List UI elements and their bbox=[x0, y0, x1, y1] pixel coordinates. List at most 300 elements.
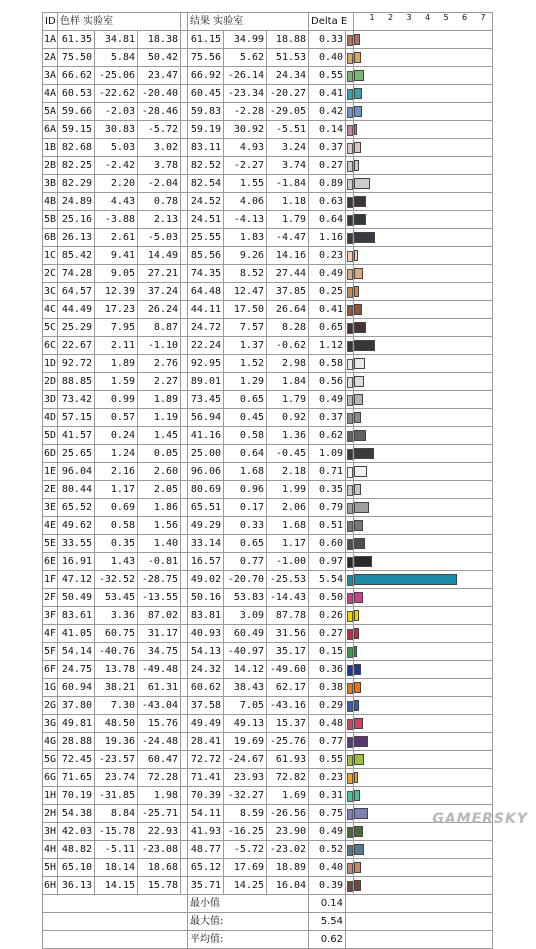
result-b: 61.93 bbox=[267, 751, 309, 769]
delta-e-value: 0.26 bbox=[309, 607, 346, 625]
color-swatch bbox=[346, 427, 354, 445]
result-l: 44.11 bbox=[188, 301, 224, 319]
sample-a: 1.24 bbox=[95, 445, 138, 463]
delta-e-value: 0.14 bbox=[309, 121, 346, 139]
table-row bbox=[43, 67, 493, 85]
patch-id: 1E bbox=[43, 463, 58, 481]
result-b: -25.76 bbox=[267, 733, 309, 751]
delta-e-bar-cell bbox=[354, 733, 493, 751]
sample-a: -2.42 bbox=[95, 157, 138, 175]
sample-l: 82.68 bbox=[58, 139, 95, 157]
delta-e-value: 1.09 bbox=[309, 445, 346, 463]
result-l: 80.69 bbox=[188, 481, 224, 499]
delta-e-value: 0.42 bbox=[309, 103, 346, 121]
delta-e-bar-cell bbox=[354, 445, 493, 463]
sample-b: 1.98 bbox=[138, 787, 181, 805]
sample-a: 5.03 bbox=[95, 139, 138, 157]
sample-l: 26.13 bbox=[58, 229, 95, 247]
table-row bbox=[43, 193, 493, 211]
spacer-cell bbox=[181, 625, 188, 643]
sample-a: 2.16 bbox=[95, 463, 138, 481]
swatch-chip bbox=[347, 359, 353, 370]
swatch-chip bbox=[347, 197, 353, 208]
delta-e-value: 0.56 bbox=[309, 373, 346, 391]
sample-l: 33.55 bbox=[58, 535, 95, 553]
result-a: 1.29 bbox=[224, 373, 267, 391]
result-l: 50.16 bbox=[188, 589, 224, 607]
result-a: 5.62 bbox=[224, 49, 267, 67]
result-a: 0.96 bbox=[224, 481, 267, 499]
result-a: 1.55 bbox=[224, 175, 267, 193]
sample-b: 34.75 bbox=[138, 643, 181, 661]
result-l: 60.62 bbox=[188, 679, 224, 697]
swatch-chip bbox=[347, 323, 353, 334]
axis-tick-label: 6 bbox=[462, 13, 468, 22]
sample-l: 48.82 bbox=[58, 841, 95, 859]
delta-e-value: 0.49 bbox=[309, 391, 346, 409]
sample-a: 9.05 bbox=[95, 265, 138, 283]
patch-id: 4B bbox=[43, 193, 58, 211]
result-a: -23.34 bbox=[224, 85, 267, 103]
delta-e-value: 0.33 bbox=[309, 31, 346, 49]
delta-e-bar bbox=[354, 430, 365, 441]
delta-e-bar bbox=[354, 700, 359, 711]
patch-id: 5G bbox=[43, 751, 58, 769]
delta-e-bar-cell bbox=[354, 463, 493, 481]
sample-a: 1.17 bbox=[95, 481, 138, 499]
delta-e-bar-cell bbox=[354, 607, 493, 625]
spacer-cell bbox=[181, 427, 188, 445]
color-swatch bbox=[346, 121, 354, 139]
sample-a: 14.15 bbox=[95, 877, 138, 895]
patch-id: 1H bbox=[43, 787, 58, 805]
swatch-chip bbox=[347, 845, 353, 856]
result-l: 41.93 bbox=[188, 823, 224, 841]
delta-e-bar bbox=[354, 736, 368, 747]
sample-a: 4.43 bbox=[95, 193, 138, 211]
patch-id: 4C bbox=[43, 301, 58, 319]
color-swatch bbox=[346, 733, 354, 751]
sample-b: -23.08 bbox=[138, 841, 181, 859]
table-row bbox=[43, 877, 493, 895]
delta-e-bar-cell bbox=[354, 157, 493, 175]
table-row bbox=[43, 103, 493, 121]
sample-l: 75.50 bbox=[58, 49, 95, 67]
swatch-chip bbox=[347, 269, 353, 280]
result-l: 49.29 bbox=[188, 517, 224, 535]
delta-e-bar bbox=[354, 250, 358, 261]
result-a: 12.47 bbox=[224, 283, 267, 301]
result-a: 0.33 bbox=[224, 517, 267, 535]
table-row bbox=[43, 643, 493, 661]
spacer-cell bbox=[181, 193, 188, 211]
table-row bbox=[43, 283, 493, 301]
color-swatch bbox=[346, 859, 354, 877]
delta-e-value: 0.62 bbox=[309, 427, 346, 445]
color-swatch bbox=[346, 247, 354, 265]
sample-b: 23.47 bbox=[138, 67, 181, 85]
sample-a: 13.78 bbox=[95, 661, 138, 679]
color-swatch bbox=[346, 877, 354, 895]
delta-e-value: 0.49 bbox=[309, 265, 346, 283]
swatch-chip bbox=[347, 629, 353, 640]
swatch-chip bbox=[347, 179, 353, 190]
sample-a: -2.03 bbox=[95, 103, 138, 121]
spacer-cell bbox=[181, 175, 188, 193]
patch-id: 5A bbox=[43, 103, 58, 121]
color-swatch bbox=[346, 751, 354, 769]
spacer-cell bbox=[181, 823, 188, 841]
axis-tick-label: 7 bbox=[480, 13, 486, 22]
summary-value: 5.54 bbox=[309, 913, 346, 931]
delta-e-value: 0.27 bbox=[309, 157, 346, 175]
patch-id: 5F bbox=[43, 643, 58, 661]
result-l: 37.58 bbox=[188, 697, 224, 715]
result-l: 82.54 bbox=[188, 175, 224, 193]
spacer-cell bbox=[181, 283, 188, 301]
sample-a: -5.11 bbox=[95, 841, 138, 859]
result-l: 83.81 bbox=[188, 607, 224, 625]
header-result: 结果 实验室 bbox=[188, 13, 309, 31]
delta-e-value: 0.64 bbox=[309, 211, 346, 229]
delta-e-bar bbox=[354, 556, 372, 567]
table-row bbox=[43, 787, 493, 805]
result-l: 60.45 bbox=[188, 85, 224, 103]
sample-a: 34.81 bbox=[95, 31, 138, 49]
delta-e-value: 0.60 bbox=[309, 535, 346, 553]
delta-e-value: 0.40 bbox=[309, 859, 346, 877]
sample-b: -28.46 bbox=[138, 103, 181, 121]
sample-a: 0.24 bbox=[95, 427, 138, 445]
sample-b: 3.02 bbox=[138, 139, 181, 157]
result-b: 0.92 bbox=[267, 409, 309, 427]
result-l: 24.72 bbox=[188, 319, 224, 337]
patch-id: 2D bbox=[43, 373, 58, 391]
swatch-chip bbox=[347, 251, 353, 262]
spacer-cell bbox=[181, 715, 188, 733]
axis-tick-label: 2 bbox=[388, 13, 394, 22]
sample-l: 57.15 bbox=[58, 409, 95, 427]
result-b: 1.18 bbox=[267, 193, 309, 211]
sample-l: 85.42 bbox=[58, 247, 95, 265]
axis-tick-label: 1 bbox=[369, 13, 375, 22]
table-row bbox=[43, 391, 493, 409]
patch-id: 6B bbox=[43, 229, 58, 247]
spacer-cell bbox=[181, 499, 188, 517]
sample-b: 61.31 bbox=[138, 679, 181, 697]
spacer-cell bbox=[181, 247, 188, 265]
result-l: 59.83 bbox=[188, 103, 224, 121]
sample-a: 7.95 bbox=[95, 319, 138, 337]
delta-e-bar bbox=[354, 772, 358, 783]
result-b: 14.16 bbox=[267, 247, 309, 265]
spacer-cell bbox=[181, 85, 188, 103]
delta-e-value: 0.35 bbox=[309, 481, 346, 499]
result-a: 0.64 bbox=[224, 445, 267, 463]
delta-e-bar-cell bbox=[354, 661, 493, 679]
sample-l: 82.29 bbox=[58, 175, 95, 193]
sample-b: 22.93 bbox=[138, 823, 181, 841]
color-swatch bbox=[346, 625, 354, 643]
table-row bbox=[43, 805, 493, 823]
swatch-chip bbox=[347, 233, 353, 244]
result-b: 72.82 bbox=[267, 769, 309, 787]
result-b: 24.34 bbox=[267, 67, 309, 85]
color-swatch bbox=[346, 517, 354, 535]
delta-e-bar-cell bbox=[354, 643, 493, 661]
delta-e-value: 0.48 bbox=[309, 715, 346, 733]
result-l: 73.45 bbox=[188, 391, 224, 409]
sample-b: 27.21 bbox=[138, 265, 181, 283]
table-row bbox=[43, 823, 493, 841]
delta-e-bar bbox=[354, 682, 361, 693]
delta-e-bar bbox=[354, 286, 359, 297]
result-b: -43.16 bbox=[267, 697, 309, 715]
result-b: 2.06 bbox=[267, 499, 309, 517]
patch-id: 3E bbox=[43, 499, 58, 517]
spacer-cell bbox=[181, 103, 188, 121]
swatch-chip bbox=[347, 647, 353, 658]
delta-e-value: 0.40 bbox=[309, 49, 346, 67]
swatch-chip bbox=[347, 125, 353, 136]
sample-b: 2.76 bbox=[138, 355, 181, 373]
color-swatch bbox=[346, 355, 354, 373]
result-l: 22.24 bbox=[188, 337, 224, 355]
table-row bbox=[43, 355, 493, 373]
delta-e-bar-cell bbox=[354, 859, 493, 877]
delta-e-value: 0.23 bbox=[309, 247, 346, 265]
color-swatch bbox=[346, 103, 354, 121]
axis-tick-label: 4 bbox=[425, 13, 431, 22]
patch-id: 5C bbox=[43, 319, 58, 337]
delta-e-bar-cell bbox=[354, 265, 493, 283]
result-a: 7.57 bbox=[224, 319, 267, 337]
sample-l: 24.75 bbox=[58, 661, 95, 679]
result-l: 25.55 bbox=[188, 229, 224, 247]
table-row bbox=[43, 337, 493, 355]
result-l: 89.01 bbox=[188, 373, 224, 391]
table-row bbox=[43, 535, 493, 553]
sample-a: 2.11 bbox=[95, 337, 138, 355]
result-l: 71.41 bbox=[188, 769, 224, 787]
result-a: -5.72 bbox=[224, 841, 267, 859]
patch-id: 1G bbox=[43, 679, 58, 697]
swatch-chip bbox=[347, 467, 353, 478]
delta-e-bar-cell bbox=[354, 49, 493, 67]
sample-b: 18.68 bbox=[138, 859, 181, 877]
result-b: 31.56 bbox=[267, 625, 309, 643]
delta-e-bar bbox=[354, 340, 375, 351]
delta-e-bar bbox=[354, 520, 363, 531]
result-b: -4.47 bbox=[267, 229, 309, 247]
sample-b: 72.28 bbox=[138, 769, 181, 787]
sample-a: 9.41 bbox=[95, 247, 138, 265]
delta-e-bar-cell bbox=[354, 391, 493, 409]
delta-e-bar bbox=[354, 88, 362, 99]
sample-b: 1.89 bbox=[138, 391, 181, 409]
result-a: 53.83 bbox=[224, 589, 267, 607]
spacer-cell bbox=[181, 463, 188, 481]
result-a: 60.49 bbox=[224, 625, 267, 643]
sample-l: 83.61 bbox=[58, 607, 95, 625]
delta-e-value: 0.36 bbox=[309, 661, 346, 679]
delta-e-bar bbox=[354, 394, 363, 405]
swatch-chip bbox=[347, 791, 353, 802]
delta-e-value: 0.27 bbox=[309, 625, 346, 643]
result-l: 33.14 bbox=[188, 535, 224, 553]
swatch-chip bbox=[347, 377, 353, 388]
swatch-chip bbox=[347, 107, 353, 118]
result-a: 0.17 bbox=[224, 499, 267, 517]
sample-l: 65.52 bbox=[58, 499, 95, 517]
swatch-chip bbox=[347, 809, 353, 820]
result-b: 18.89 bbox=[267, 859, 309, 877]
sample-l: 36.13 bbox=[58, 877, 95, 895]
result-b: -26.56 bbox=[267, 805, 309, 823]
delta-e-bar bbox=[354, 646, 357, 657]
result-a: 0.65 bbox=[224, 535, 267, 553]
spacer-cell bbox=[181, 67, 188, 85]
color-swatch bbox=[346, 373, 354, 391]
table-row bbox=[43, 175, 493, 193]
color-swatch bbox=[346, 481, 354, 499]
sample-l: 59.66 bbox=[58, 103, 95, 121]
sample-a: 1.59 bbox=[95, 373, 138, 391]
delta-e-bar-cell bbox=[354, 247, 493, 265]
sample-a: 12.39 bbox=[95, 283, 138, 301]
result-a: -16.25 bbox=[224, 823, 267, 841]
sample-l: 66.62 bbox=[58, 67, 95, 85]
table-row bbox=[43, 157, 493, 175]
sample-b: -5.03 bbox=[138, 229, 181, 247]
sample-a: 8.84 bbox=[95, 805, 138, 823]
result-b: 18.88 bbox=[267, 31, 309, 49]
delta-e-bar-cell bbox=[354, 103, 493, 121]
delta-e-bar bbox=[354, 862, 361, 873]
sample-a: -15.78 bbox=[95, 823, 138, 841]
swatch-chip bbox=[347, 593, 353, 604]
table-row bbox=[43, 211, 493, 229]
table-row bbox=[43, 571, 493, 589]
sample-a: -31.85 bbox=[95, 787, 138, 805]
swatch-chip bbox=[347, 395, 353, 406]
sample-b: -49.48 bbox=[138, 661, 181, 679]
delta-e-bar bbox=[354, 34, 360, 45]
patch-id: 5D bbox=[43, 427, 58, 445]
delta-e-bar bbox=[354, 538, 365, 549]
result-b: 1.36 bbox=[267, 427, 309, 445]
delta-e-bar bbox=[354, 808, 368, 819]
color-swatch bbox=[346, 157, 354, 175]
swatch-chip bbox=[347, 305, 353, 316]
sample-a: 18.14 bbox=[95, 859, 138, 877]
result-a: 14.12 bbox=[224, 661, 267, 679]
color-swatch bbox=[346, 499, 354, 517]
result-b: 3.74 bbox=[267, 157, 309, 175]
delta-e-value: 0.89 bbox=[309, 175, 346, 193]
sample-l: 60.94 bbox=[58, 679, 95, 697]
spacer-cell bbox=[181, 337, 188, 355]
delta-e-value: 0.41 bbox=[309, 301, 346, 319]
sample-b: 1.56 bbox=[138, 517, 181, 535]
result-l: 49.02 bbox=[188, 571, 224, 589]
header-id: ID bbox=[43, 13, 58, 31]
sample-a: 2.61 bbox=[95, 229, 138, 247]
empty-cell bbox=[43, 931, 188, 949]
patch-id: 3A bbox=[43, 67, 58, 85]
result-l: 65.12 bbox=[188, 859, 224, 877]
spacer-cell bbox=[181, 769, 188, 787]
result-b: -1.84 bbox=[267, 175, 309, 193]
result-b: 87.78 bbox=[267, 607, 309, 625]
delta-e-value: 0.97 bbox=[309, 553, 346, 571]
result-b: -49.60 bbox=[267, 661, 309, 679]
swatch-chip bbox=[347, 827, 353, 838]
swatch-chip bbox=[347, 89, 353, 100]
delta-e-value: 0.58 bbox=[309, 355, 346, 373]
result-l: 24.32 bbox=[188, 661, 224, 679]
spacer-cell bbox=[181, 733, 188, 751]
delta-e-bar bbox=[354, 376, 364, 387]
result-l: 35.71 bbox=[188, 877, 224, 895]
result-a: 19.69 bbox=[224, 733, 267, 751]
result-l: 65.51 bbox=[188, 499, 224, 517]
sample-a: -40.76 bbox=[95, 643, 138, 661]
result-a: -20.70 bbox=[224, 571, 267, 589]
delta-e-bar bbox=[354, 142, 361, 153]
sample-b: 15.78 bbox=[138, 877, 181, 895]
swatch-chip bbox=[347, 143, 353, 154]
sample-b: 18.38 bbox=[138, 31, 181, 49]
spacer-cell bbox=[181, 553, 188, 571]
sample-b: 8.87 bbox=[138, 319, 181, 337]
sample-l: 54.14 bbox=[58, 643, 95, 661]
result-b: -20.27 bbox=[267, 85, 309, 103]
sample-a: 48.50 bbox=[95, 715, 138, 733]
swatch-chip bbox=[347, 755, 353, 766]
delta-e-bar-cell bbox=[354, 481, 493, 499]
spacer-cell bbox=[181, 391, 188, 409]
color-swatch bbox=[346, 31, 354, 49]
delta-e-bar bbox=[354, 826, 363, 837]
result-l: 70.39 bbox=[188, 787, 224, 805]
delta-e-bar-cell bbox=[354, 301, 493, 319]
result-a: 49.13 bbox=[224, 715, 267, 733]
patch-id: 1A bbox=[43, 31, 58, 49]
delta-e-table bbox=[42, 12, 492, 949]
delta-e-value: 0.65 bbox=[309, 319, 346, 337]
delta-e-bar-cell bbox=[354, 877, 493, 895]
delta-e-bar bbox=[354, 718, 363, 729]
spacer-cell bbox=[181, 859, 188, 877]
result-a: 34.99 bbox=[224, 31, 267, 49]
patch-id: 2H bbox=[43, 805, 58, 823]
watermark-logo: GAMERSKY bbox=[432, 811, 528, 827]
delta-e-bar bbox=[354, 790, 360, 801]
table-row bbox=[43, 751, 493, 769]
result-a: 17.69 bbox=[224, 859, 267, 877]
spacer-cell bbox=[181, 481, 188, 499]
color-swatch bbox=[346, 661, 354, 679]
table-row bbox=[43, 589, 493, 607]
sample-a: 0.99 bbox=[95, 391, 138, 409]
delta-e-bar-cell bbox=[354, 697, 493, 715]
result-b: 2.98 bbox=[267, 355, 309, 373]
sample-b: -43.04 bbox=[138, 697, 181, 715]
result-a: -2.27 bbox=[224, 157, 267, 175]
result-l: 24.52 bbox=[188, 193, 224, 211]
empty-cell bbox=[346, 931, 493, 949]
